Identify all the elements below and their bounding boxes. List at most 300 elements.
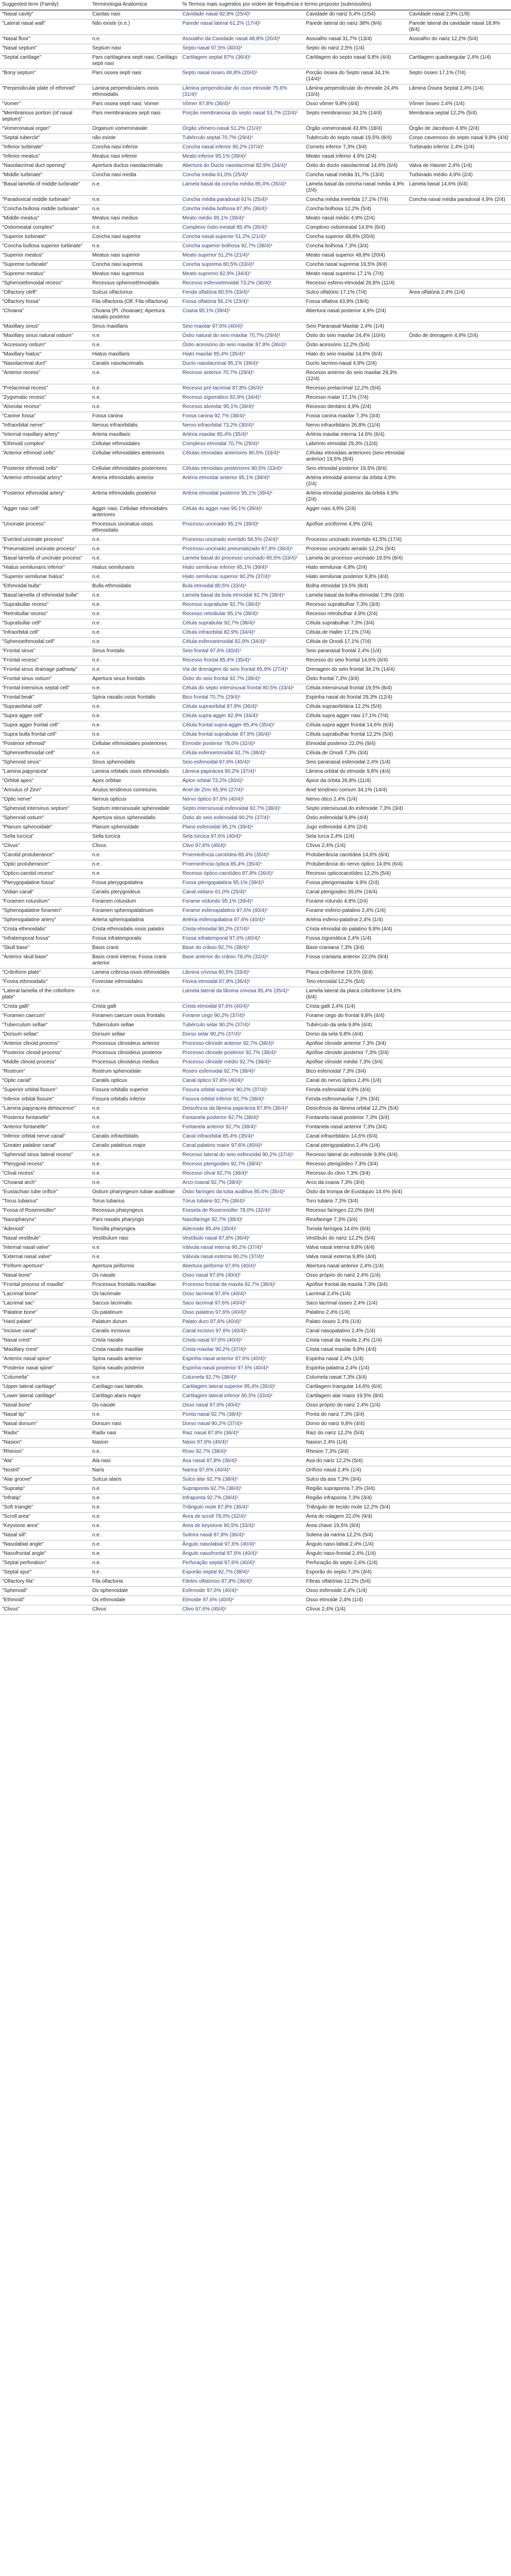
- term-option-3-cell: [407, 369, 511, 384]
- term-option-3-cell: [407, 412, 511, 421]
- term-option-2-cell: Lacrimal 2,4% (1/4): [304, 1290, 407, 1299]
- suggested-term-cell: "Inferior turbinate": [0, 143, 90, 152]
- table-row: [0, 1058, 511, 1067]
- suggested-term-cell: "Choana": [0, 307, 90, 323]
- suggested-term-cell: "Uncinate process": [0, 520, 90, 536]
- ta-term-cell: Os sphenoidale: [90, 1587, 180, 1596]
- term-option-1-cell: Soleira nasal 87,8% (36/4)¹: [180, 1531, 304, 1540]
- term-option-3-cell: [407, 1550, 511, 1559]
- term-option-2-cell: Jugo esfenoidal 4,9% (2/4): [304, 823, 407, 833]
- table-row: [0, 1179, 511, 1188]
- ta-term-cell: Clivus: [90, 1605, 180, 1615]
- suggested-term-cell: "Cribriform plate": [0, 969, 90, 978]
- term-option-3-cell: [407, 1290, 511, 1299]
- term-option-1-cell: Válvula nasal externa 90,2% (37/4)¹: [180, 1253, 304, 1262]
- term-option-3-cell: [407, 1170, 511, 1179]
- ta-term-cell: Cartilago nasi lateralis: [90, 1383, 180, 1392]
- table-row: [0, 795, 511, 805]
- term-option-2-cell: Recesso suprabulhar 7,3% (3/4): [304, 601, 407, 610]
- term-option-2-cell: Protuberância do nervo óptico 14,6% (6/4): [304, 860, 407, 870]
- table-row: [0, 1596, 511, 1605]
- suggested-term-cell: "Frontal sinus drainage pathway": [0, 666, 90, 675]
- suggested-term-cell: "Rostrum": [0, 1067, 90, 1077]
- term-option-1-cell: Recesso anterior 70,7% (29/4)¹: [180, 369, 304, 384]
- suggested-term-cell: "Canine fossa": [0, 412, 90, 421]
- term-option-1-cell: Infraponta 92,7% (38/4)¹: [180, 1494, 304, 1503]
- table-row: [0, 833, 511, 842]
- term-option-2-cell: Célula suprabulhar frontal 12,2% (5/4): [304, 731, 407, 740]
- ta-term-cell: Cellulae ethmoidales anteriores: [90, 449, 180, 465]
- term-option-1-cell: Canal infraorbital 85,4% (35/4)¹: [180, 1132, 304, 1142]
- suggested-term-cell: "Lacrimal sac": [0, 1299, 90, 1309]
- term-option-1-cell: Óstio faríngeo da tuba auditiva 85,4% (35/4)¹: [180, 1188, 304, 1197]
- term-option-2-cell: Sela turca 2,4% (1/4): [304, 833, 407, 842]
- suggested-term-cell: "Piriform aperture": [0, 1262, 90, 1272]
- term-option-3-cell: [407, 474, 511, 489]
- term-option-2-cell: Recesso do clivo 7,3% (3/4): [304, 1170, 407, 1179]
- table-row: [0, 1086, 511, 1095]
- ta-term-cell: n.e.: [90, 1485, 180, 1494]
- term-option-2-cell: Fibras olfatórias 12,2% (5/4): [304, 1578, 407, 1587]
- term-option-1-cell: Concha suprema 80,5% (33/4)¹: [180, 261, 304, 270]
- table-row: [0, 536, 511, 545]
- term-option-1-cell: Lâmina perpendicular do osso etmoide 75,6% (31/4)¹: [180, 84, 304, 100]
- ta-term-cell: n.e.: [90, 1105, 180, 1114]
- term-option-1-cell: Órgão vômero-nasal 51,2% (21/4)¹: [180, 125, 304, 134]
- term-option-3-cell: [407, 814, 511, 823]
- suggested-term-cell: "Infratemporal fossa": [0, 935, 90, 944]
- table-row: [0, 323, 511, 332]
- suggested-term-cell: "Tuberculum sellae": [0, 1021, 90, 1030]
- term-option-2-cell: Óstio acessório 12,2% (5/4): [304, 341, 407, 350]
- term-option-2-cell: Abertura nasal anterior 2,4% (1/4): [304, 1262, 407, 1272]
- table-row: [0, 1021, 511, 1030]
- term-option-1-cell: Arco coanal 92,7% (38/4)¹: [180, 1179, 304, 1188]
- term-option-3-cell: [407, 870, 511, 879]
- ta-term-cell: Processus uncinatus ossis ethmoidalis: [90, 520, 180, 536]
- term-option-2-cell: Esporão do septo 7,3% (3/4): [304, 1568, 407, 1578]
- table-row: [0, 307, 511, 323]
- term-option-2-cell: Lamela do processo uncinado 19,5% (8/4): [304, 554, 407, 564]
- term-option-3-cell: [407, 307, 511, 323]
- suggested-term-cell: "Upper lateral cartilage": [0, 1383, 90, 1392]
- term-option-1-cell: Seio esfenoidal 97,6% (40/4)¹: [180, 758, 304, 768]
- term-option-2-cell: Recesso malar 17,1% (7/4): [304, 394, 407, 403]
- term-option-1-cell: Abertura do Ducto nasolacrimal 82,9% (34/4)¹: [180, 162, 304, 171]
- ta-term-cell: n.e.: [90, 394, 180, 403]
- term-option-2-cell: Sulco olfatório 17,1% (7/4): [304, 289, 407, 298]
- term-option-1-cell: Porção membranosa do septo nasal 53,7% (22/4)¹: [180, 109, 304, 125]
- term-option-1-cell: Násio 97,6% (40/4)¹: [180, 1438, 304, 1448]
- ta-term-cell: Nasion: [90, 1438, 180, 1448]
- table-row: [0, 953, 511, 969]
- term-option-1-cell: Ponta nasal 92,7% (38/4)¹: [180, 1411, 304, 1420]
- ta-term-cell: n.e.: [90, 1411, 180, 1420]
- term-option-3-cell: [407, 564, 511, 573]
- suggested-term-cell: "Olfactory cleft": [0, 289, 90, 298]
- suggested-term-cell: "Basal lamella of uncinate process": [0, 554, 90, 564]
- term-option-2-cell: Concha média invertida 17,1% (7/4): [304, 196, 407, 205]
- suggested-term-cell: "Nasolacrimal duct opening": [0, 162, 90, 171]
- suggested-term-cell: "Supraorbital cell": [0, 703, 90, 712]
- term-option-2-cell: Cavidade do nariz 5,4% (1/54): [304, 10, 407, 20]
- table-row: [0, 1095, 511, 1105]
- suggested-term-cell: "Septal perforation": [0, 1559, 90, 1568]
- term-option-3-cell: [407, 465, 511, 474]
- ta-term-cell: Dorsum sellae: [90, 1030, 180, 1040]
- ta-term-cell: Lamina orbitalis ossis ethmoidalis: [90, 768, 180, 777]
- table-row: [0, 403, 511, 412]
- term-option-3-cell: [407, 953, 511, 969]
- term-option-3-cell: [407, 842, 511, 851]
- suggested-term-cell: "Columella": [0, 1374, 90, 1383]
- term-option-3-cell: Parede lateral da cavidade nasal 18,9% (8/4): [407, 20, 511, 35]
- term-option-3-cell: [407, 242, 511, 251]
- term-option-3-cell: Óstio de drenagem 4,9% (2/4): [407, 332, 511, 341]
- term-option-2-cell: Processo uncinado invertido 41,5% (17/4): [304, 536, 407, 545]
- ta-term-cell: n.e.: [90, 205, 180, 214]
- term-option-3-cell: Turbinado inferior 2,4% (1/4): [407, 143, 511, 152]
- term-option-3-cell: [407, 740, 511, 749]
- term-option-3-cell: Lamela basal 14,6% (6/4): [407, 180, 511, 196]
- table-row: [0, 768, 511, 777]
- ta-term-cell: Foveolae ethmoidales: [90, 978, 180, 987]
- term-option-3-cell: [407, 935, 511, 944]
- table-row: [0, 1188, 511, 1197]
- table-row: [0, 731, 511, 740]
- term-option-2-cell: Clívus 2,4% (1/4): [304, 1605, 407, 1615]
- term-option-2-cell: Osso etmoide 2,4% (1/4): [304, 1596, 407, 1605]
- term-option-1-cell: Concha média paradoxal 61% (25/4)¹: [180, 196, 304, 205]
- suggested-term-cell: "Inferior orbital nerve canal": [0, 1132, 90, 1142]
- suggested-term-cell: "Nasal bone": [0, 1272, 90, 1281]
- term-option-2-cell: Forame esfeno-palatino 2,4% (1/4): [304, 907, 407, 916]
- suggested-term-cell: "Concha bullosa middle turbinate": [0, 205, 90, 214]
- term-option-2-cell: Perfuração do septo 2,4% (1/4): [304, 1559, 407, 1568]
- term-option-2-cell: Órgão vomeronasal 43,9% (18/4): [304, 125, 407, 134]
- term-option-3-cell: [407, 1262, 511, 1272]
- term-option-3-cell: [407, 897, 511, 907]
- ta-term-cell: n.e.: [90, 554, 180, 564]
- term-option-1-cell: Esfenoide 97,6% (40/4)¹: [180, 1587, 304, 1596]
- ta-term-cell: Meatus nasi inferior: [90, 152, 180, 162]
- ta-term-cell: Sella turcica: [90, 833, 180, 842]
- term-option-1-cell: Artéria etmoidal posterior 95,1% (39/4)¹: [180, 489, 304, 505]
- table-row: [0, 1207, 511, 1216]
- term-option-2-cell: Área chave 19,5% (8/4): [304, 1522, 407, 1531]
- term-option-2-cell: Célula de Onodi 7,3% (3/4): [304, 749, 407, 758]
- term-option-1-cell: Processo clinoide anterior 92,7% (38/4)¹: [180, 1040, 304, 1049]
- suggested-term-cell: "Torus tubarius": [0, 1197, 90, 1207]
- suggested-term-cell: "Posterior clinoid process": [0, 1049, 90, 1058]
- term-option-3-cell: [407, 1457, 511, 1466]
- term-option-2-cell: Crista nasal maxilar 9,8% (4/4): [304, 1346, 407, 1355]
- table-row: [0, 1522, 511, 1531]
- ta-term-cell: Lamina cribrosa ossis ethmoidalis: [90, 969, 180, 978]
- term-option-2-cell: Concha superior 48,8% (20/4): [304, 233, 407, 242]
- term-option-1-cell: Osso lacrimal 97,6% (40/4)¹: [180, 1290, 304, 1299]
- term-option-1-cell: Adenoide 85,4% (35/4)¹: [180, 1225, 304, 1234]
- suggested-term-cell: "Posterior fontanelle": [0, 1114, 90, 1123]
- term-option-2-cell: Artéria etmoidal anterior da órbita 4,9% (2/4): [304, 474, 407, 489]
- term-option-2-cell: Porção óssea do Septo nasal 34,1% (14/4)¹: [304, 69, 407, 84]
- term-option-3-cell: [407, 1188, 511, 1197]
- table-row: [0, 520, 511, 536]
- term-option-3-cell: Turbinado médio 4,9% (2/4): [407, 171, 511, 180]
- term-option-3-cell: [407, 449, 511, 465]
- term-option-2-cell: Canal nasopalatino 2,4% (1/4): [304, 1327, 407, 1336]
- term-option-1-cell: Crista etmoidal 90,2% (37/4)¹: [180, 925, 304, 935]
- term-option-2-cell: Recesso retrobulhar 4,9% (2/4): [304, 610, 407, 619]
- ta-term-cell: Septum nasi: [90, 44, 180, 54]
- ta-term-cell: Processus clinoideus posterior: [90, 1049, 180, 1058]
- term-option-1-cell: Lâmina papirácea 90,2% (37/4)¹: [180, 768, 304, 777]
- term-option-3-cell: [407, 1336, 511, 1346]
- suggested-term-cell: "Lateral lamella of the cribriform plate": [0, 987, 90, 1003]
- term-option-3-cell: [407, 1225, 511, 1234]
- table-row: [0, 162, 511, 171]
- term-option-3-cell: [407, 684, 511, 693]
- suggested-term-cell: "Maxillary crest": [0, 1346, 90, 1355]
- term-option-2-cell: Protuberância carotídea 14,6% (6/4): [304, 851, 407, 860]
- term-option-1-cell: Processo clinoide posterior 92,7% (38/4)¹: [180, 1049, 304, 1058]
- term-option-2-cell: Lamela basal da bolha etmoidal 7,3% (3/4): [304, 591, 407, 601]
- suggested-term-cell: "Everted uncinate process": [0, 536, 90, 545]
- term-option-3-cell: [407, 205, 511, 214]
- term-option-2-cell: Etmoidal posterior 22,0% (9/4): [304, 740, 407, 749]
- suggested-term-cell: "Planum sphenoidale": [0, 823, 90, 833]
- ta-term-cell: n.e.: [90, 1559, 180, 1568]
- term-option-1-cell: Célula frontal suprabular 87,8% (36/4)¹: [180, 731, 304, 740]
- term-option-1-cell: Forame cego 90,2% (37/4)¹: [180, 1012, 304, 1021]
- term-option-1-cell: Dorso nasal 90,2% (37/4)¹: [180, 1420, 304, 1429]
- suggested-term-cell: "Middle turbinate": [0, 171, 90, 180]
- suggested-term-cell: "Superior meatus": [0, 251, 90, 261]
- ta-term-cell: n.e.: [90, 536, 180, 545]
- term-option-2-cell: Recesso lateral do esfenoide 9,8% (4/4): [304, 1151, 407, 1160]
- suggested-term-cell: "Pterygoid recess": [0, 1160, 90, 1170]
- suggested-term-cell: "Greater palatine canal": [0, 1142, 90, 1151]
- table-row: [0, 360, 511, 369]
- ta-term-cell: Foramen rotundum: [90, 897, 180, 907]
- term-option-3-cell: [407, 440, 511, 449]
- table-row: [0, 1457, 511, 1466]
- table-row: [0, 20, 511, 35]
- term-option-2-cell: Asa do nariz 12,2% (5/4): [304, 1457, 407, 1466]
- table-row: [0, 394, 511, 403]
- term-option-1-cell: Bula etmoidal 80,5% (33/4)¹: [180, 582, 304, 591]
- term-option-2-cell: Orifício nasal 2,4% (1/4): [304, 1466, 407, 1476]
- term-option-3-cell: [407, 833, 511, 842]
- ta-term-cell: n.e.: [90, 573, 180, 582]
- term-option-3-cell: [407, 1559, 511, 1568]
- term-option-2-cell: Óstio frontal 7,3% (3/4): [304, 675, 407, 684]
- ta-term-cell: Planum sphenoidale: [90, 823, 180, 833]
- ta-term-cell: Arteria ethmoidalis posterior: [90, 489, 180, 505]
- suggested-term-cell: "Clivus": [0, 1605, 90, 1615]
- table-row: [0, 1531, 511, 1540]
- term-option-2-cell: Ângulo naso-labial 2,4% (1/4): [304, 1540, 407, 1550]
- suggested-term-cell: "Nostril": [0, 1466, 90, 1476]
- term-option-2-cell: Óstio da trompa de Eustáquio 14,6% (6/4): [304, 1188, 407, 1197]
- term-option-3-cell: [407, 224, 511, 233]
- term-option-3-cell: [407, 786, 511, 795]
- suggested-term-cell: "Suprabullar cell": [0, 619, 90, 629]
- ta-term-cell: n.e.: [90, 851, 180, 860]
- term-option-1-cell: Osso nasal 97,6% (40/4)¹: [180, 1272, 304, 1281]
- suggested-term-cell: "Sphenoethmoidal cell": [0, 749, 90, 758]
- table-row: [0, 987, 511, 1003]
- ta-term-cell: n.e.: [90, 1170, 180, 1179]
- ta-term-cell: Foramen sphenopalatinum: [90, 907, 180, 916]
- ta-term-cell: Anulus tendineus communis: [90, 786, 180, 795]
- table-row: [0, 289, 511, 298]
- ta-term-cell: Pars nasalis pharyngis: [90, 1216, 180, 1225]
- ta-term-cell: Ostium pharyngeum tubae auditivae: [90, 1188, 180, 1197]
- ta-term-cell: Spina nasalis anterior: [90, 1355, 180, 1364]
- term-option-2-cell: Tubérculo da sela 9,8% (4/4): [304, 1021, 407, 1030]
- table-row: [0, 1123, 511, 1132]
- table-row: [0, 1309, 511, 1318]
- term-option-2-cell: Canal infraorbitário 14,6% (6/4): [304, 1132, 407, 1142]
- ta-term-cell: n.e.: [90, 610, 180, 619]
- term-option-1-cell: Coana 95,1% (39/4)¹: [180, 307, 304, 323]
- term-option-1-cell: Via de drenagem do seio frontal 65,9% (27/4)¹: [180, 666, 304, 675]
- term-option-2-cell: Fontanela nasal posterior 7,3% (3/4): [304, 1114, 407, 1123]
- term-option-1-cell: Fosseta de Rosenmüller 78,0% (32/4)¹: [180, 1207, 304, 1216]
- term-option-3-cell: [407, 851, 511, 860]
- ta-term-cell: Processus clinoideus medius: [90, 1058, 180, 1067]
- suggested-term-cell: "Radix": [0, 1429, 90, 1438]
- term-option-2-cell: Concha nasal suprema 19,5% (8/4): [304, 261, 407, 270]
- term-option-1-cell: Etmoide posterior 78,0% (32/4)¹: [180, 740, 304, 749]
- table-row: [0, 1476, 511, 1485]
- term-option-3-cell: [407, 1503, 511, 1513]
- table-row: [0, 489, 511, 505]
- table-row: [0, 1411, 511, 1420]
- suggested-term-cell: "Lamina papyracea": [0, 768, 90, 777]
- term-option-3-cell: [407, 545, 511, 554]
- ta-term-cell: n.e.: [90, 860, 180, 870]
- term-option-1-cell: Óstio natural do seio maxilar 70,7% (29/4)¹: [180, 332, 304, 341]
- ta-term-cell: Agger nasi; Cellulae ethmoidales anteriores: [90, 505, 180, 520]
- suggested-term-cell: "Pneumatized uncinate process": [0, 545, 90, 554]
- suggested-term-cell: "Lamina papyracea dehiscence": [0, 1105, 90, 1114]
- ta-term-cell: Pars ossea septi nasi; Vomer: [90, 100, 180, 109]
- term-option-3-cell: [407, 969, 511, 978]
- table-row: [0, 1030, 511, 1040]
- ta-term-cell: n.e.: [90, 666, 180, 675]
- table-row: [0, 879, 511, 888]
- suggested-term-cell: "Olfactory fossa": [0, 298, 90, 307]
- ta-term-cell: Os palatinum: [90, 1309, 180, 1318]
- term-option-3-cell: [407, 1216, 511, 1225]
- ta-term-cell: Cellulae ethmoidales posteriores: [90, 740, 180, 749]
- term-option-3-cell: [407, 341, 511, 350]
- term-option-2-cell: Apófise clinoide média 7,3% (3/4): [304, 1058, 407, 1067]
- ta-term-cell: Canalis incisivus: [90, 1327, 180, 1336]
- term-option-3-cell: [407, 1568, 511, 1578]
- table-row: [0, 1550, 511, 1559]
- term-option-3-cell: [407, 214, 511, 224]
- ta-term-cell: n.e.: [90, 987, 180, 1003]
- suggested-term-cell: "Nasal dorsum": [0, 1420, 90, 1429]
- suggested-term-cell: "Eustachian tube orifice": [0, 1188, 90, 1197]
- term-option-2-cell: Teto etmoidal 12,2% (5/4): [304, 978, 407, 987]
- term-option-1-cell: Abertura piriforme 97,6% (40/4)¹: [180, 1262, 304, 1272]
- ta-term-cell: Meatus nasi medius: [90, 214, 180, 224]
- table-row: [0, 1327, 511, 1336]
- table-row: [0, 270, 511, 279]
- term-option-3-cell: [407, 693, 511, 703]
- term-option-3-cell: [407, 1374, 511, 1383]
- term-option-1-cell: Rínio 92,7% (38/4)¹: [180, 1448, 304, 1457]
- term-option-2-cell: Ângulo naso-frontal 2,4% (1/4): [304, 1550, 407, 1559]
- term-option-3-cell: [407, 1058, 511, 1067]
- term-option-2-cell: Artéria etmoidal posterior da órbita 4,9% (2/4): [304, 489, 407, 505]
- term-option-1-cell: Cartilagem septal 87% (36/4)¹: [180, 54, 304, 69]
- table-row: [0, 1003, 511, 1012]
- table-row: [0, 214, 511, 224]
- term-option-1-cell: Osso nasal 97,6% (40/4)¹: [180, 1401, 304, 1411]
- term-option-3-cell: [407, 1383, 511, 1392]
- term-option-1-cell: Anel de Zinn 65,9% (27/4)¹: [180, 786, 304, 795]
- term-option-1-cell: Área de scroll 78,0% (32/4)¹: [180, 1513, 304, 1522]
- table-row: [0, 1281, 511, 1290]
- term-option-3-cell: [407, 1411, 511, 1420]
- term-option-3-cell: [407, 1587, 511, 1596]
- term-option-2-cell: Seio paranasal esfenoidal 2,4% (1/4): [304, 758, 407, 768]
- suggested-term-cell: "Frontal sinus ostium": [0, 675, 90, 684]
- term-option-2-cell: Recesso faríngeo 22,0% (9/4): [304, 1207, 407, 1216]
- term-option-3-cell: [407, 1086, 511, 1095]
- suggested-term-cell: "Soft triangle": [0, 1503, 90, 1513]
- term-option-1-cell: Fontanela posterior 92,7% (38/4)¹: [180, 1114, 304, 1123]
- table-row: [0, 656, 511, 666]
- table-row: [0, 1355, 511, 1364]
- table-row: [0, 341, 511, 350]
- term-option-3-cell: [407, 1448, 511, 1457]
- ta-term-cell: n.e.: [90, 1253, 180, 1262]
- term-option-3-cell: Concha nasal média paradoxal 4,9% (2/4): [407, 196, 511, 205]
- term-option-3-cell: [407, 987, 511, 1003]
- ta-term-cell: Clivus: [90, 842, 180, 851]
- term-option-2-cell: Clívus 2,4% (1/4): [304, 842, 407, 851]
- ta-term-cell: Apertura sinus sphenoidalis: [90, 814, 180, 823]
- term-option-2-cell: Placa cribriforme 19,5% (8/4): [304, 969, 407, 978]
- table-row: [0, 1049, 511, 1058]
- term-option-1-cell: Etmoide 97,6% (40/4)¹: [180, 1596, 304, 1605]
- table-row: [0, 805, 511, 814]
- term-option-1-cell: Fossa canina 92,7% (38/4)¹: [180, 412, 304, 421]
- term-option-1-cell: Recesso zigomático 82,9% (34/4)¹: [180, 394, 304, 403]
- term-option-2-cell: Apófise clinoide posterior 7,3% (3/4): [304, 1049, 407, 1058]
- table-row: [0, 823, 511, 833]
- suggested-term-cell: "Sphenoid intersinus septum": [0, 805, 90, 814]
- term-option-3-cell: Valva de Hasner 2,4% (1/4): [407, 162, 511, 171]
- term-option-3-cell: [407, 666, 511, 675]
- ta-term-cell: Fossa infratemporalis: [90, 935, 180, 944]
- term-option-2-cell: Apófise clinoide anterior 7,3% (3/4): [304, 1040, 407, 1049]
- ta-term-cell: Spina nasalis ossis frontalis: [90, 693, 180, 703]
- table-row: [0, 69, 511, 84]
- suggested-term-cell: "Posterior ethmoid cells": [0, 465, 90, 474]
- table-row: [0, 1392, 511, 1401]
- suggested-term-cell: "Anterior fontanelle": [0, 1123, 90, 1132]
- suggested-term-cell: "Superior orbital fissure": [0, 1086, 90, 1095]
- ta-term-cell: não existe: [90, 134, 180, 143]
- term-option-2-cell: Nervo infraorbitário 26,8% (11/4): [304, 421, 407, 431]
